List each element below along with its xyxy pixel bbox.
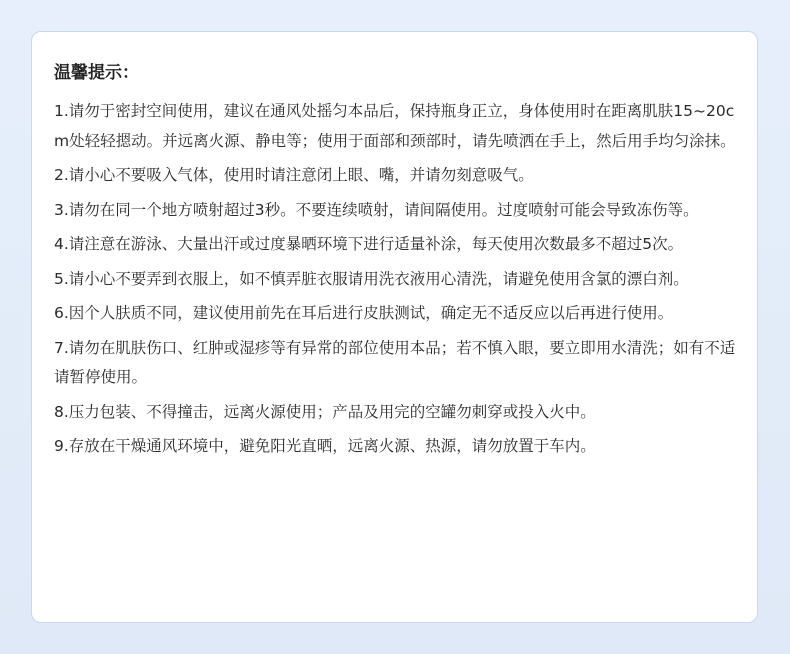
notice-item-5: 5.请小心不要弄到衣服上，如不慎弄脏衣服请用洗衣液用心清洗，请避免使用含氯的漂白剂。 <box>54 269 689 288</box>
notice-item-3: 3.请勿在同一个地方喷射超过3秒。不要连续喷射，请间隔使用。过度喷射可能会导致冻伤等。 <box>54 200 699 219</box>
notice-list <box>54 97 737 462</box>
notice-item-8: 8.压力包装、不得撞击，远离火源使用；产品及用完的空罐勿刺穿或投入火中。 <box>54 402 596 421</box>
notice-title: 温馨提示： <box>54 63 139 83</box>
notice-item-2: 2.请小心不要吸入气体，使用时请注意闭上眼、嘴，并请勿刻意吸气。 <box>54 166 534 184</box>
notice-item-1: 1.请勿于密封空间使用，建议在通风处摇匀本品后，保持瓶身正立，身体使用时在距离肌肤15~20cm处轻轻摁动。并远离火源、静电等；使用于面部和颈部时，请先喷洒在手上，然后用手均匀涂抹。 <box>54 102 736 150</box>
notice-item-7: 7.请勿在肌肤伤口、红肿或湿疹等有异常的部位使用本品；若不慎入眼，要立即用水清洗；如有不适请暂停使用。 <box>54 338 736 386</box>
notice-item-4: 4.请注意在游泳、大量出汗或过度暴晒环境下进行适量补涂，每天使用次数最多不超过5次。 <box>54 235 684 253</box>
notice-card <box>31 31 758 623</box>
notice-item-6: 6.因个人肤质不同，建议使用前先在耳后进行皮肤测试，确定无不适反应以后再进行使用。 <box>54 304 674 322</box>
notice-item-9: 9.存放在干燥通风环境中，避免阳光直晒，远离火源、热源，请勿放置于车内。 <box>54 437 596 455</box>
